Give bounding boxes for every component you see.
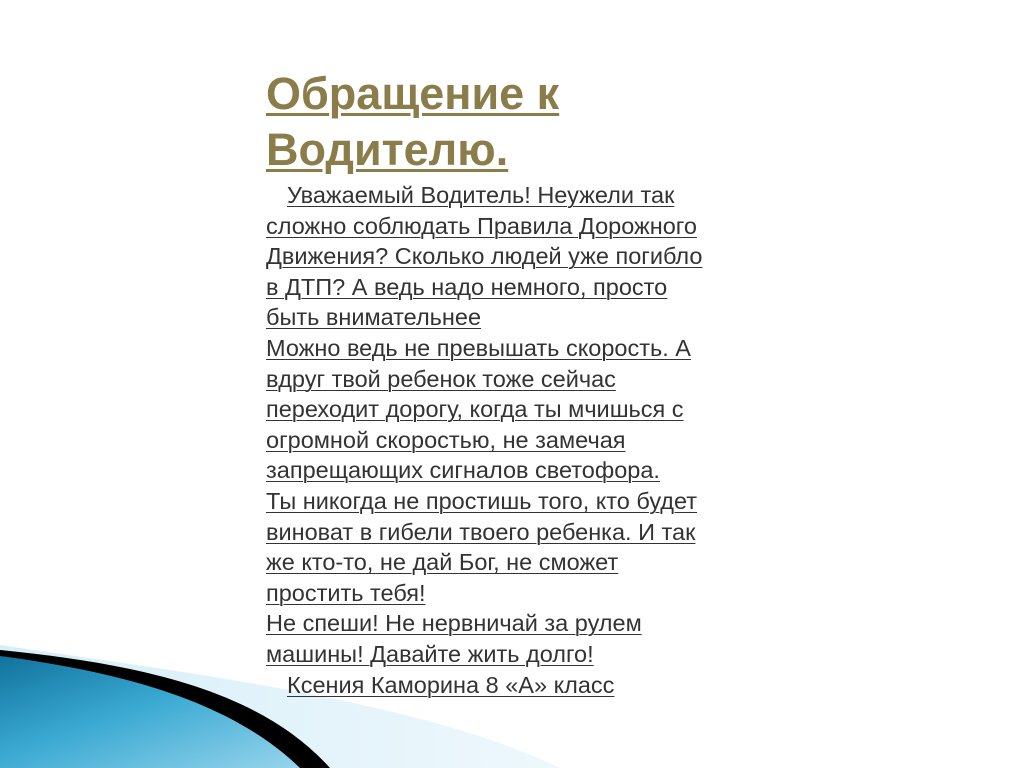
author-signature: Ксения Каморина 8 «А» класс [287,671,615,698]
text-line: запрещающих сигналов светофора. [266,457,660,484]
text-line: Можно ведь не превышать скорость. А [266,334,691,361]
text-line: виноват в гибели твоего ребенка. И так [266,518,696,545]
title-line: Обращение к [266,68,560,119]
appeal-text [266,180,766,700]
slide-content [266,66,766,700]
text-line: огромной скоростью, не замечая [266,426,626,453]
text-line: вдруг твой ребенок тоже сейчас [266,365,616,392]
text-line: Движения? Сколько людей уже погибло [266,243,703,270]
text-line: в ДТП? А ведь надо немного, просто [266,273,668,300]
text-line: машины! Давайте жить долго! [266,640,594,667]
text-line: переходит дорогу, когда ты мчишься с [266,396,684,423]
text-line: Не спеши! Не нервничай за рулем [266,610,642,637]
text-line: сложно соблюдать Правила Дорожного [266,212,697,239]
text-line: же кто-то, не дай Бог, не сможет [266,549,619,576]
text-line: Уважаемый Водитель! Неужели так [287,182,675,208]
title-line: Водителю. [266,124,509,175]
text-line: быть внимательнее [266,304,482,331]
text-line: Ты никогда не простишь того, кто будет [266,487,698,514]
slide-title [266,66,766,178]
text-line: простить тебя! [266,579,426,606]
